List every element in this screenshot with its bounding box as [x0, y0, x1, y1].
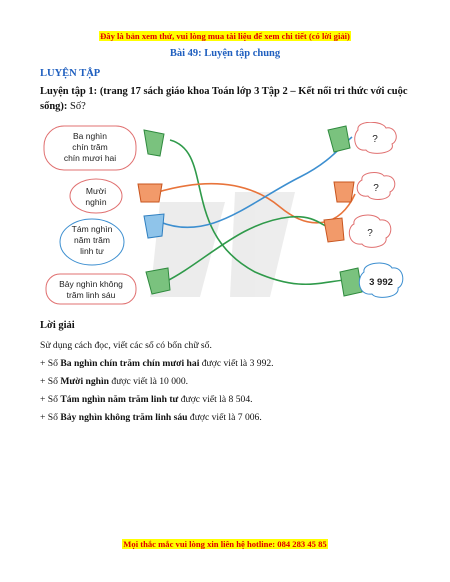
solution-line-4-prefix: + Số	[40, 412, 61, 423]
solution-line-4	[40, 409, 420, 427]
left-cup-green-2	[146, 268, 170, 294]
solution-line-3-bold: Tám nghìn năm trăm linh tư	[60, 394, 179, 405]
left-bubble-3-line-1: Tám nghìn	[71, 224, 113, 234]
left-bubble-4-line-1: Bảy nghìn không	[59, 279, 123, 289]
solution-title: Lời giải	[40, 320, 75, 331]
section-heading: LUYỆN TẬP	[40, 68, 101, 79]
exercise-source: (trang 17 sách giáo khoa Toán lớp 3 Tập 2 – Kết nối tri thức với cuộc sống):	[40, 86, 408, 112]
left-bubble-1-line-3: chín mươi hai	[63, 153, 117, 163]
solution-line-1-bold: Ba nghìn chín trăm chín mươi hai	[60, 358, 200, 369]
left-bubble-3-line-3: linh tư	[80, 246, 104, 256]
exercise-label: Luyện tập 1:	[40, 86, 98, 97]
right-bubble-2	[357, 173, 395, 200]
right-bubble-1	[355, 122, 397, 153]
left-bubble-2-line-2: nghìn	[85, 197, 107, 207]
preview-banner	[0, 26, 450, 44]
hotline-banner-text: Mọi thắc mắc vui lòng xin liên hệ hotline: 084 283 45 85	[123, 539, 327, 549]
right-cup-orange	[334, 182, 354, 202]
left-bubble-3-line-2: năm trăm	[74, 235, 110, 245]
right-bubble-3-text: ?	[367, 228, 373, 239]
right-bubble-2-text: ?	[373, 183, 379, 194]
solution-line-4-bold: Bảy nghìn không trăm linh sáu	[60, 412, 188, 423]
left-bubble-2-line-1: Mười	[85, 186, 107, 196]
right-cup-green-2	[340, 268, 362, 296]
solution-line-4-suffix: được viết là 7 006.	[187, 412, 262, 423]
matching-illustration	[40, 122, 410, 312]
solution-line-2-bold: Mười nghìn	[60, 376, 110, 387]
solution-intro: Sử dụng cách đọc, viết các số có bốn chữ số.	[40, 340, 212, 351]
matching-figure	[40, 122, 410, 312]
solution-line-1	[40, 355, 420, 373]
solution-line-2	[40, 373, 420, 391]
right-bubble-4-text: 3 992	[369, 277, 393, 288]
hotline-banner	[0, 534, 450, 552]
left-bubble-1-line-1: Ba nghìn	[72, 131, 108, 141]
right-bubble-4	[359, 263, 402, 297]
solution-line-3-suffix: được viết là 8 504.	[178, 394, 253, 405]
solution-line-1-prefix: + Số	[40, 358, 61, 369]
exercise-prompt: Số?	[70, 101, 86, 112]
solution-body	[40, 337, 420, 427]
exercise-statement	[40, 84, 410, 114]
left-bubble-4	[46, 274, 136, 304]
lesson-title: Bài 49: Luyện tập chung	[169, 48, 281, 59]
right-bubble-3	[349, 215, 390, 247]
left-bubble-1	[44, 126, 136, 170]
left-cup-blue	[144, 214, 164, 238]
left-bubble-4-line-2: trăm linh sáu	[66, 290, 116, 300]
left-cup-green	[144, 130, 164, 156]
left-cup-orange	[138, 184, 162, 202]
left-bubble-3	[60, 219, 124, 265]
solution-line-3	[40, 391, 420, 409]
solution-line-1-suffix: được viết là 3 992.	[199, 358, 274, 369]
solution-line-3-prefix: + Số	[40, 394, 61, 405]
solution-line-2-suffix: được viết là 10 000.	[109, 376, 189, 387]
left-bubble-1-line-2: chín trăm	[72, 142, 108, 152]
solution-line-2-prefix: + Số	[40, 376, 61, 387]
left-bubble-2	[70, 179, 122, 213]
right-bubble-1-text: ?	[372, 134, 378, 145]
right-cup-green	[328, 126, 350, 152]
right-cup-orange-2	[324, 218, 344, 242]
preview-banner-text: Đây là bản xem thử, vui lòng mua tài liệu để xem chi tiết (có lời giải)	[100, 31, 350, 41]
